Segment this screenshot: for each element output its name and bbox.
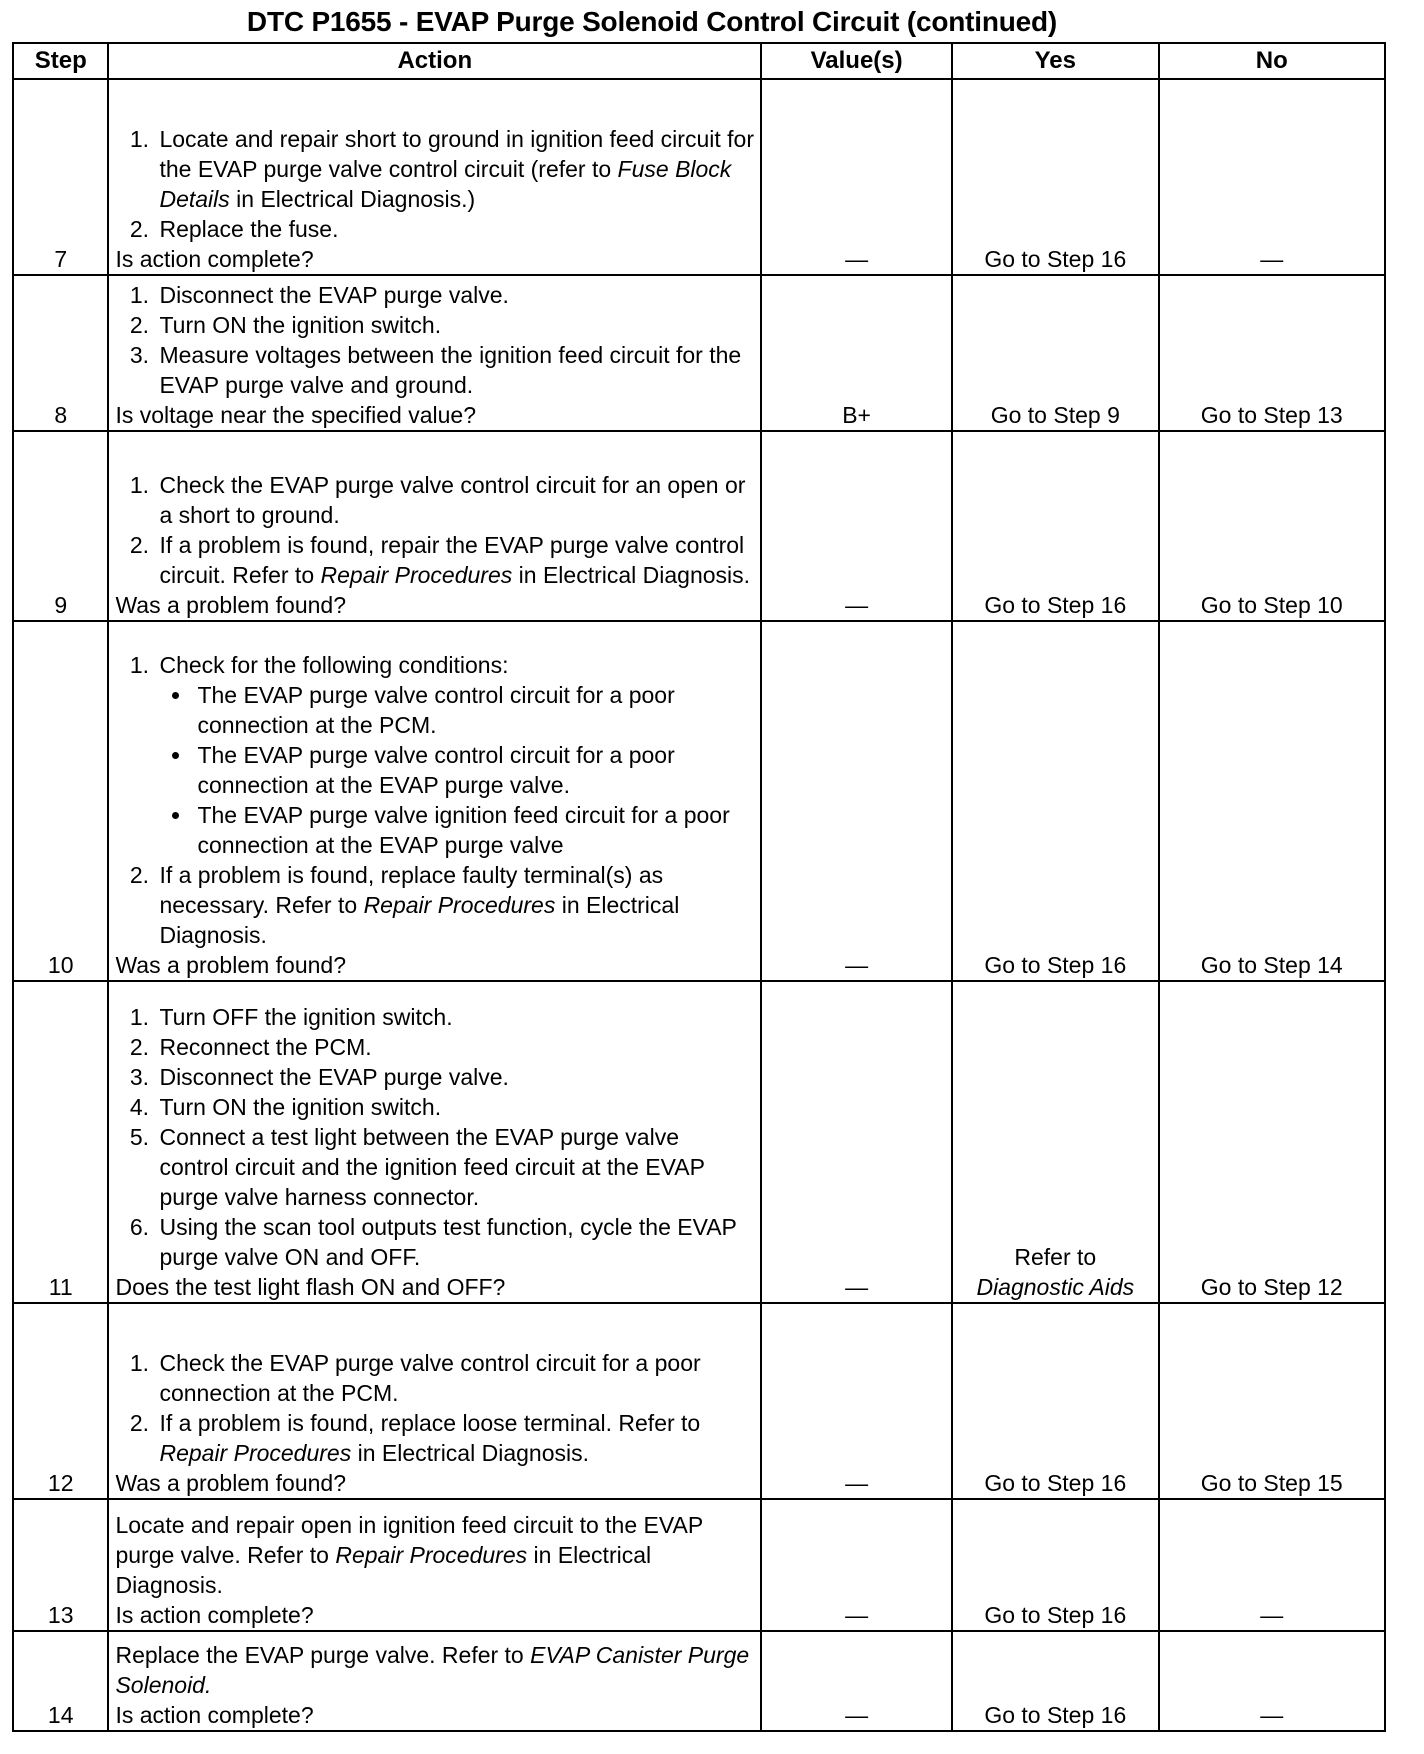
action-cell — [108, 1499, 761, 1631]
action-steps — [115, 124, 754, 244]
step-number: 8 — [13, 275, 108, 431]
yes-text: Refer to — [1014, 1244, 1097, 1270]
action-question: Was a problem found? — [115, 592, 347, 618]
action-cell — [108, 275, 761, 431]
condition-item: • The EVAP purge valve control circuit for a poor connection at the EVAP purge valve. — [193, 740, 754, 800]
yes-cell: Go to Step 16 — [952, 1499, 1158, 1631]
page-title: DTC P1655 - EVAP Purge Solenoid Control Circuit (continued) — [246, 6, 1058, 37]
yes-cell: Go to Step 16 — [952, 621, 1158, 981]
diagnostic-table — [12, 42, 1386, 1732]
table-row — [13, 1631, 1385, 1731]
condition-item: • The EVAP purge valve control circuit for a poor connection at the PCM. — [193, 680, 754, 740]
yes-cell: Go to Step 16 — [952, 79, 1158, 275]
action-step: 5. Connect a test light between the EVAP purge valve control circuit and the ignition feed circuit at the EVAP purge valve harness connector. — [155, 1122, 754, 1212]
step-number: 12 — [13, 1303, 108, 1499]
action-step: 2. If a problem is found, replace faulty terminal(s) as necessary. Refer to Repair Procedures in Electrical Diagnosis. — [155, 860, 754, 950]
no-cell: — — [1159, 1631, 1385, 1731]
condition-item: • The EVAP purge valve ignition feed circuit for a poor connection at the EVAP purge valve — [193, 800, 754, 860]
action-steps — [115, 470, 754, 590]
action-cell — [108, 431, 761, 621]
no-cell: — — [1159, 1499, 1385, 1631]
step-number: 11 — [13, 981, 108, 1303]
no-cell: Go to Step 14 — [1159, 621, 1385, 981]
value-cell: — — [761, 1631, 952, 1731]
action-question: Is action complete? — [115, 1602, 314, 1628]
col-header-values: Value(s) — [761, 43, 952, 79]
action-question: Is voltage near the specified value? — [115, 402, 477, 428]
action-steps — [115, 650, 754, 950]
action-step: 3. Disconnect the EVAP purge valve. — [155, 1062, 754, 1092]
action-step: 1. Check the EVAP purge valve control circuit for a poor connection at the PCM. — [155, 1348, 754, 1408]
table-row — [13, 431, 1385, 621]
header-row — [13, 43, 1385, 79]
value-cell: — — [761, 79, 952, 275]
action-cell — [108, 79, 761, 275]
col-header-no: No — [1159, 43, 1385, 79]
action-step: 1. Locate and repair short to ground in ignition feed circuit for the EVAP purge valve control circuit (refer to Fuse Block Details in Electrical Diagnosis.) — [155, 124, 754, 214]
table-row — [13, 1499, 1385, 1631]
action-step: 1. Turn OFF the ignition switch. — [155, 1002, 754, 1032]
action-step: 1. Disconnect the EVAP purge valve. — [155, 280, 754, 310]
yes-cell — [952, 981, 1158, 1303]
value-cell: — — [761, 1303, 952, 1499]
action-cell — [108, 621, 761, 981]
action-cell — [108, 1631, 761, 1731]
step-number: 9 — [13, 431, 108, 621]
table-row — [13, 621, 1385, 981]
no-cell: — — [1159, 79, 1385, 275]
no-cell: Go to Step 13 — [1159, 275, 1385, 431]
action-question: Was a problem found? — [115, 952, 347, 978]
no-cell: Go to Step 12 — [1159, 981, 1385, 1303]
no-cell: Go to Step 15 — [1159, 1303, 1385, 1499]
action-step: 1. Check the EVAP purge valve control circuit for an open or a short to ground. — [155, 470, 754, 530]
action-step: 1. Check for the following conditions: • The EVAP purge valve control circuit for a poor connection at the PCM. • The EVAP purge valve control circuit for a poor connection at the EVAP purge valve. • The EVAP purge valve ignition feed circuit for a poor connection at the EVAP purge valve — [155, 650, 754, 860]
table-row — [13, 981, 1385, 1303]
table-row — [13, 79, 1385, 275]
step-number: 10 — [13, 621, 108, 981]
yes-cell: Go to Step 16 — [952, 1631, 1158, 1731]
action-text: Replace the EVAP purge valve. Refer to EVAP Canister Purge Solenoid. — [115, 1642, 750, 1698]
yes-cell: Go to Step 16 — [952, 1303, 1158, 1499]
col-header-yes: Yes — [952, 43, 1158, 79]
action-cell — [108, 981, 761, 1303]
action-question: Was a problem found? — [115, 1470, 347, 1496]
action-steps — [115, 280, 754, 400]
step-number: 13 — [13, 1499, 108, 1631]
action-step: 6. Using the scan tool outputs test function, cycle the EVAP purge valve ON and OFF. — [155, 1212, 754, 1272]
yes-reference: Diagnostic Aids — [976, 1274, 1135, 1300]
yes-cell: Go to Step 16 — [952, 431, 1158, 621]
value-cell: — — [761, 621, 952, 981]
step-number: 14 — [13, 1631, 108, 1731]
action-step: 4. Turn ON the ignition switch. — [155, 1092, 754, 1122]
value-cell: — — [761, 431, 952, 621]
action-step: 2. Reconnect the PCM. — [155, 1032, 754, 1062]
action-step: 3. Measure voltages between the ignition feed circuit for the EVAP purge valve and ground. — [155, 340, 754, 400]
step-number: 7 — [13, 79, 108, 275]
action-question: Is action complete? — [115, 246, 314, 272]
action-steps — [115, 1002, 754, 1272]
value-cell: — — [761, 1499, 952, 1631]
yes-cell: Go to Step 9 — [952, 275, 1158, 431]
no-cell: Go to Step 10 — [1159, 431, 1385, 621]
value-cell: B+ — [761, 275, 952, 431]
action-cell — [108, 1303, 761, 1499]
table-row — [13, 275, 1385, 431]
action-step: 2. Replace the fuse. — [155, 214, 754, 244]
col-header-step: Step — [13, 43, 108, 79]
action-question: Is action complete? — [115, 1702, 314, 1728]
action-step: 2. If a problem is found, repair the EVAP purge valve control circuit. Refer to Repair Procedures in Electrical Diagnosis. — [155, 530, 754, 590]
action-text: Locate and repair open in ignition feed circuit to the EVAP purge valve. Refer to Repair Procedures in Electrical Diagnosis. — [115, 1512, 703, 1598]
value-cell: — — [761, 981, 952, 1303]
col-header-action: Action — [108, 43, 761, 79]
table-row — [13, 1303, 1385, 1499]
action-steps — [115, 1348, 754, 1468]
action-step: 2. If a problem is found, replace loose terminal. Refer to Repair Procedures in Electrical Diagnosis. — [155, 1408, 754, 1468]
action-step: 2. Turn ON the ignition switch. — [155, 310, 754, 340]
condition-list — [159, 680, 754, 860]
action-question: Does the test light flash ON and OFF? — [115, 1274, 506, 1300]
